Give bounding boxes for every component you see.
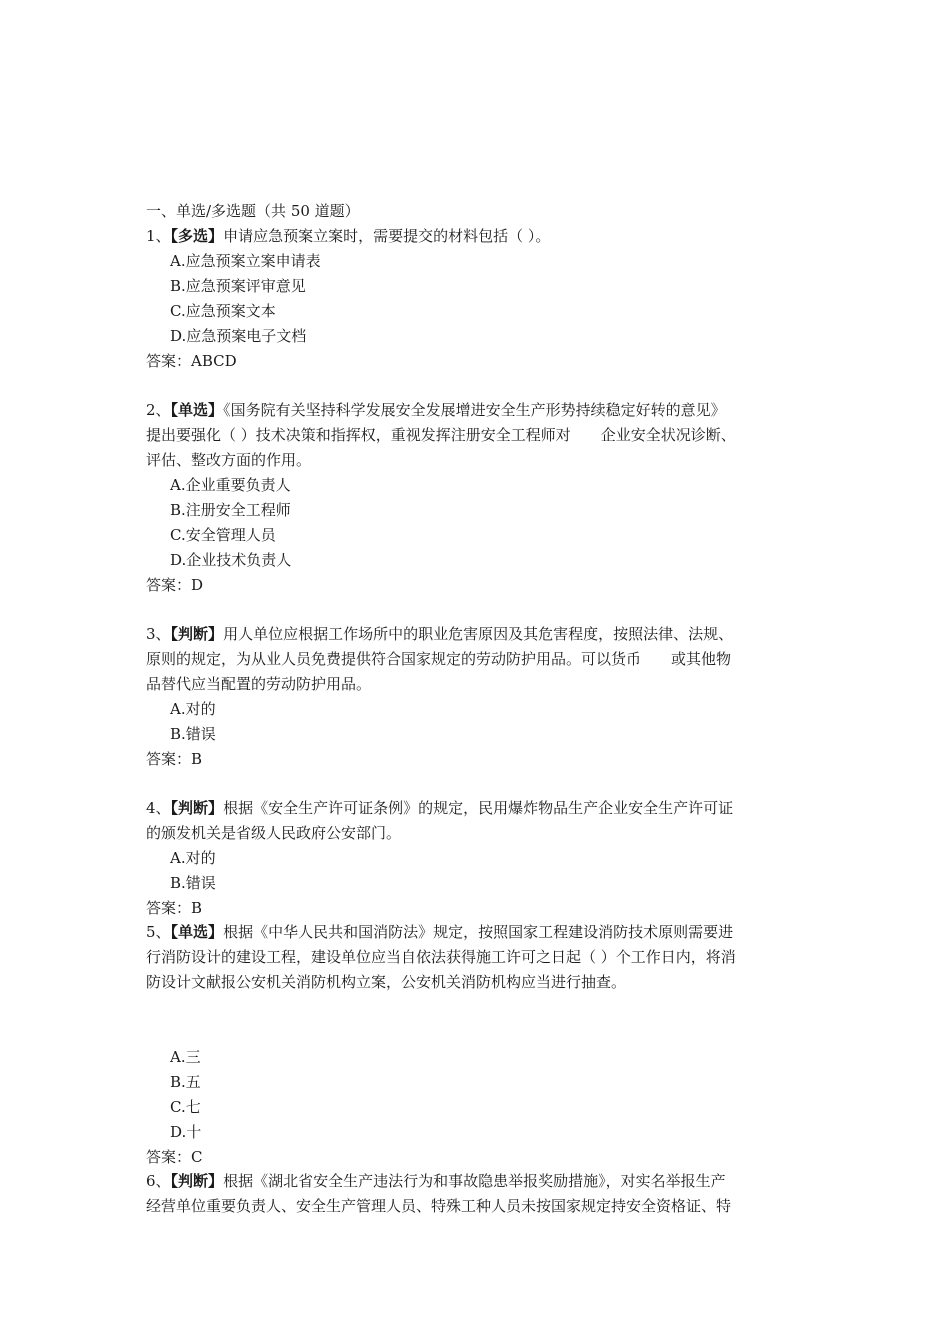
question-number: 5、 (146, 923, 171, 941)
question-3-line-3: 品替代应当配置的劳动防护用品。 (146, 675, 372, 693)
q3-answer (146, 749, 202, 769)
question-5-line-1 (146, 922, 733, 942)
question-4-line-2: 的颁发机关是省级人民政府公安部门。 (146, 824, 402, 842)
question-text: 根据《中华人民共和国消防法》规定，按照国家工程建设消防技术原则需要进 (223, 923, 734, 941)
question-type-tag: 【判断】 (170, 625, 224, 643)
q2-option-d: D.企业技术负责人 (170, 551, 292, 569)
question-type-tag: 【判断】 (170, 1172, 224, 1190)
question-number: 3、 (146, 625, 171, 643)
question-4-line-1 (146, 798, 733, 818)
answer-value: B (191, 750, 203, 768)
q1-option-a: A.应急预案立案申请表 (170, 252, 321, 270)
q3-option-b: B.错误 (170, 725, 216, 743)
question-2-line-3: 评估、整改方面的作用。 (146, 451, 312, 469)
q5-answer (146, 1147, 203, 1167)
question-text: 申请应急预案立案时，需要提交的材料包括（ ）。 (223, 227, 551, 245)
answer-label: 答案： (146, 352, 192, 370)
answer-label: 答案： (146, 899, 192, 917)
section-title: 一、单选/多选题（共 50 道题） (146, 202, 360, 220)
answer-value: C (191, 1148, 203, 1166)
question-6-line-2: 经营单位重要负责人、安全生产管理人员、特殊工种人员未按国家规定持安全资格证、特 (146, 1197, 732, 1215)
q5-option-c: C.七 (170, 1098, 201, 1116)
question-type-tag: 【单选】 (170, 401, 224, 419)
question-5-line-2: 行消防设计的建设工程，建设单位应当自依法获得施工许可之日起（ ）个工作日内，将消 (146, 948, 736, 966)
q3-option-a: A.对的 (170, 700, 216, 718)
q4-answer (146, 898, 202, 918)
question-number: 1、 (146, 227, 171, 245)
q2-option-b: B.注册安全工程师 (170, 501, 291, 519)
question-text: 用人单位应根据工作场所中的职业危害原因及其危害程度，按照法律、法规、 (223, 625, 734, 643)
question-number: 4、 (146, 799, 171, 817)
answer-label: 答案： (146, 1148, 192, 1166)
q5-option-a: A.三 (170, 1048, 201, 1066)
question-2-line-2: 提出要强化（ ）技术决策和指挥权，重视发挥注册安全工程师对 企业安全状况诊断、 (146, 426, 736, 444)
q2-option-a: A.企业重要负责人 (170, 476, 291, 494)
question-6-line-1 (146, 1171, 726, 1191)
q2-answer (146, 575, 203, 595)
q4-option-b: B.错误 (170, 874, 216, 892)
q5-option-d: D.十 (170, 1123, 202, 1141)
question-text: 《国务院有关坚持科学发展安全发展增进安全生产形势持续稳定好转的意见》 (223, 401, 726, 419)
question-number: 2、 (146, 401, 171, 419)
q1-option-b: B.应急预案评审意见 (170, 277, 306, 295)
answer-label: 答案： (146, 750, 192, 768)
question-text: 根据《安全生产许可证条例》的规定，民用爆炸物品生产企业安全生产许可证 (223, 799, 734, 817)
q1-option-c: C.应急预案文本 (170, 302, 276, 320)
answer-value: B (191, 899, 203, 917)
question-text: 根据《湖北省安全生产违法行为和事故隐患举报奖励措施》，对实名举报生产 (223, 1172, 726, 1190)
question-type-tag: 【判断】 (170, 799, 224, 817)
question-type-tag: 【多选】 (170, 227, 224, 245)
q4-option-a: A.对的 (170, 849, 216, 867)
question-1-line-1 (146, 226, 550, 246)
q2-option-c: C.安全管理人员 (170, 526, 276, 544)
answer-value: D (191, 576, 204, 594)
answer-value: ABCD (191, 352, 237, 370)
answer-label: 答案： (146, 576, 192, 594)
question-5-line-3: 防设计文献报公安机关消防机构立案，公安机关消防机构应当进行抽查。 (146, 973, 627, 991)
question-3-line-1 (146, 624, 733, 644)
question-2-line-1 (146, 400, 726, 420)
question-3-line-2: 原则的规定，为从业人员免费提供符合国家规定的劳动防护用品。可以货币 或其他物 (146, 650, 732, 668)
question-type-tag: 【单选】 (170, 923, 224, 941)
q1-option-d: D.应急预案电子文档 (170, 327, 307, 345)
q5-option-b: B.五 (170, 1073, 201, 1091)
question-number: 6、 (146, 1172, 171, 1190)
q1-answer (146, 351, 237, 371)
